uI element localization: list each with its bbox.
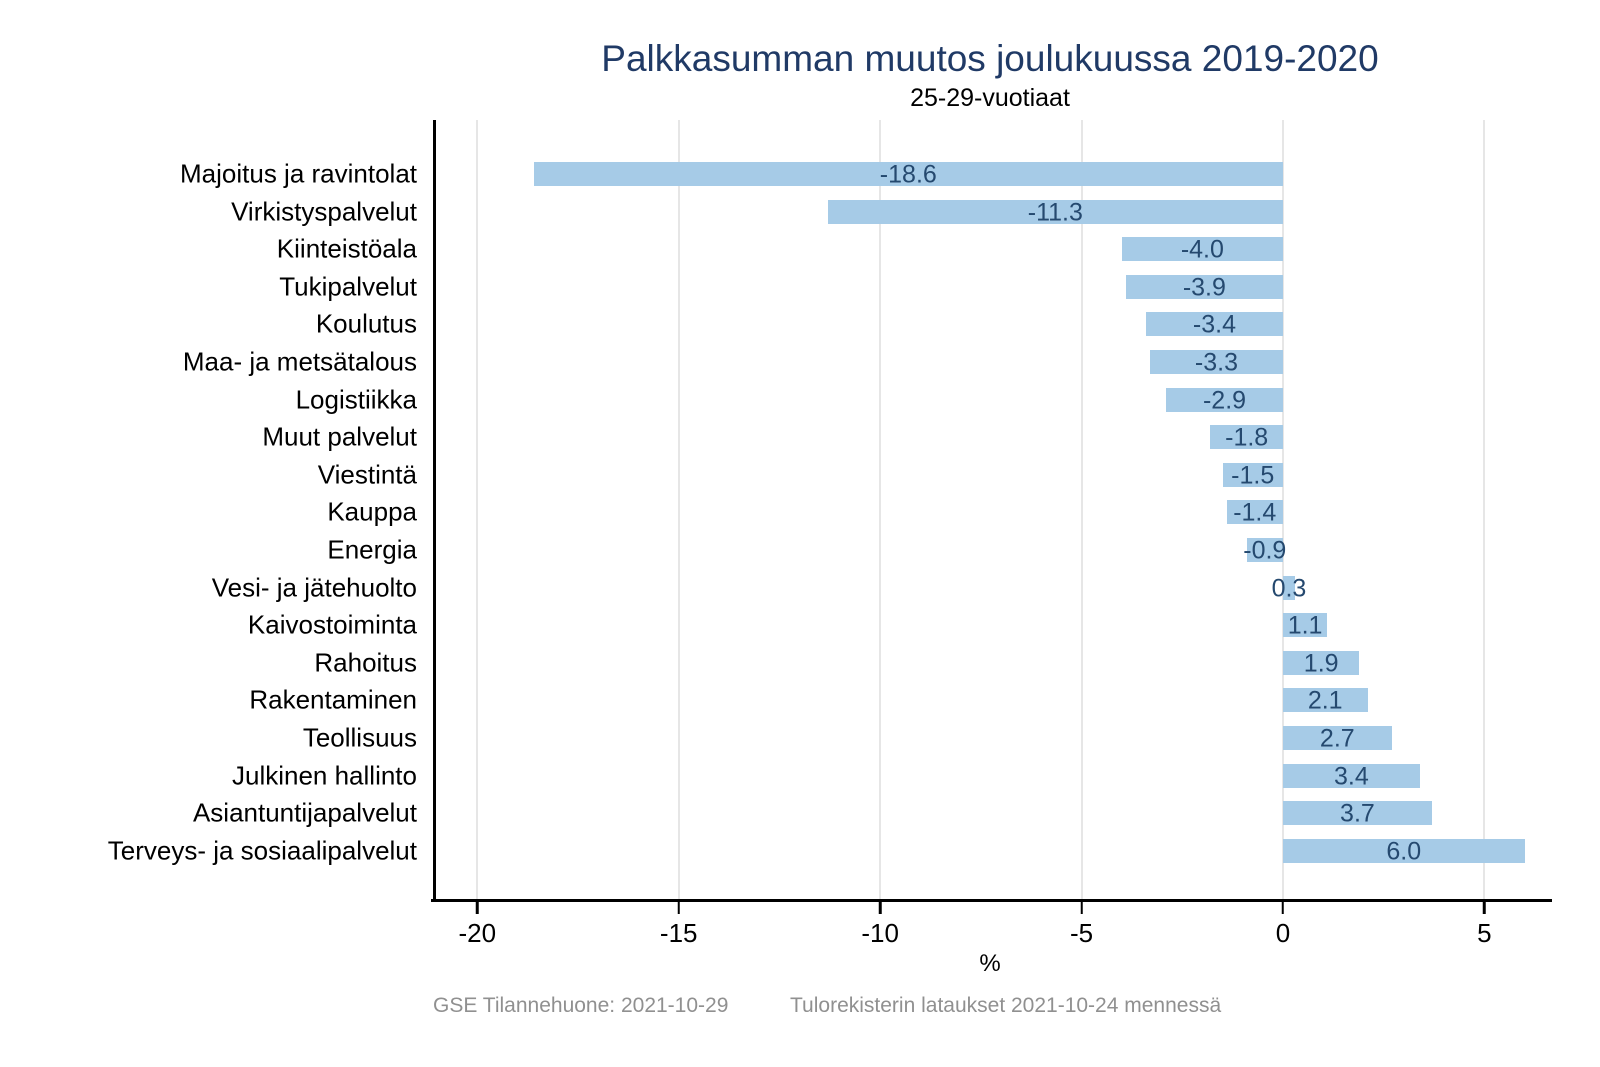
bar-value-label: -3.3 [1194, 348, 1238, 377]
category-label: Koulutus [315, 308, 417, 339]
bar-value-label: -1.8 [1225, 423, 1269, 452]
x-tick-label: 0 [1275, 918, 1291, 948]
category-label: Asiantuntijapalvelut [192, 797, 417, 828]
category-label: Muut palvelut [262, 421, 417, 452]
bar-value-label: 6.0 [1386, 837, 1422, 866]
y-axis-line [433, 120, 436, 902]
bar-value-label: -11.3 [1027, 198, 1083, 227]
gridline [1483, 120, 1485, 899]
bar-value-label: -0.9 [1243, 536, 1287, 565]
gridline [678, 120, 680, 899]
bar-value-label: -1.4 [1233, 498, 1277, 527]
category-label: Logistiikka [295, 384, 417, 415]
x-tick [879, 902, 882, 914]
category-label: Kiinteistöala [276, 233, 417, 264]
x-tick [1282, 902, 1285, 914]
bar-value-label: -2.9 [1202, 386, 1247, 415]
x-tick-label: -5 [1069, 918, 1094, 948]
bar-value-label: 3.7 [1340, 799, 1375, 828]
bar-value-label: -3.4 [1192, 310, 1236, 339]
category-label: Rakentaminen [249, 684, 417, 715]
category-label: Tukipalvelut [279, 271, 417, 302]
category-label: Energia [327, 534, 417, 565]
bar-value-label: -4.0 [1180, 235, 1224, 264]
gridline [1081, 120, 1083, 899]
bar-value-label: 1.9 [1303, 649, 1339, 678]
x-tick [1080, 902, 1083, 914]
x-axis-line [431, 899, 1552, 902]
bar-value-label: -1.5 [1231, 461, 1275, 490]
category-label: Virkistyspalvelut [231, 196, 417, 227]
chart-title: Palkkasumman muutos joulukuussa 2019-2020 [601, 38, 1379, 79]
x-tick-label: -10 [861, 918, 899, 948]
bar-value-label: 2.1 [1307, 686, 1343, 715]
category-label: Kaivostoiminta [247, 609, 417, 640]
category-label: Rahoitus [314, 647, 417, 678]
x-axis-title: % [979, 950, 1001, 977]
x-tick [677, 902, 680, 914]
bar-value-label: -3.9 [1182, 273, 1226, 302]
chart-footer [0, 994, 1600, 1024]
category-label: Viestintä [317, 459, 417, 490]
category-label: Maa- ja metsätalous [182, 346, 417, 377]
plot-area [435, 120, 1550, 977]
gridline [476, 120, 478, 899]
category-label: Terveys- ja sosiaalipalvelut [107, 835, 417, 866]
x-tick-label: -15 [659, 918, 698, 948]
x-tick [1483, 902, 1486, 914]
category-label: Julkinen hallinto [231, 760, 417, 791]
footer-source-gse: GSE Tilannehuone: 2021-10-29 [433, 994, 729, 1017]
bar-value-label: 2.7 [1319, 724, 1355, 753]
footer-source-tulorekisteri: Tulorekisterin lataukset 2021-10-24 mennessä [790, 994, 1222, 1017]
x-tick-label: -20 [458, 918, 497, 948]
bar-value-label: -18.6 [879, 160, 937, 189]
category-label: Vesi- ja jätehuolto [211, 572, 417, 603]
chart-subtitle: 25-29-vuotiaat [910, 84, 1070, 112]
bar-value-label: 0.3 [1271, 574, 1307, 603]
category-label: Teollisuus [302, 722, 417, 753]
bar-value-label: 1.1 [1287, 611, 1323, 640]
bar-value-label: 3.4 [1334, 762, 1369, 791]
category-label: Majoitus ja ravintolat [180, 158, 417, 189]
gridline [879, 120, 881, 899]
x-tick [476, 902, 479, 914]
category-label: Kauppa [327, 496, 417, 527]
x-tick-label: 5 [1477, 918, 1492, 948]
